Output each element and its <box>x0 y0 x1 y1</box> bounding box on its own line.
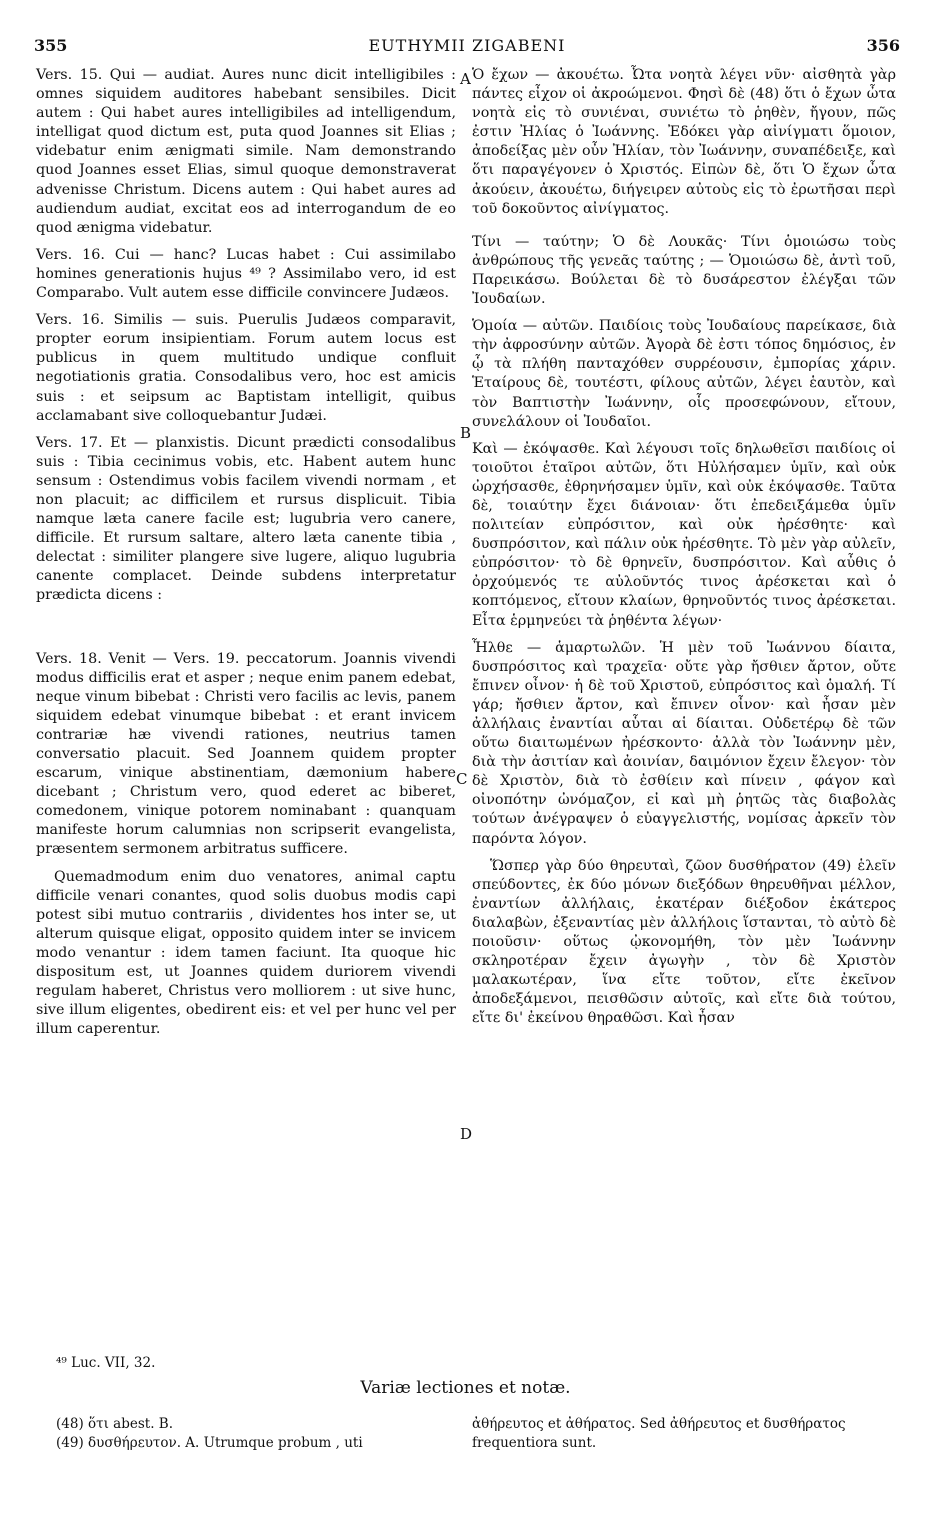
footnote: ⁴⁹ Luc. VII, 32. <box>56 1355 156 1371</box>
note-line: (48) ὅτι abest. B. <box>56 1416 174 1432</box>
greek-paragraph: Ὁ ἔχων — ἀκουέτω. Ὦτα νοητὰ λέγει νῦν· αἰσθητὰ γὰρ πάντες εἶχον οἱ ἀκροώμενοι. Φησὶ δὲ (48) ὅτι ὁ ἔχων ὦτα νοητὰ εἰς τὸ συνιέναι, συνιέτω τὸ ῥηθὲν, ἤγουν, πῶς ἐστιν Ἠλίας ὁ Ἰωάννης. Ἐδόκει γὰρ αἰνίγματι ὅμοιον, ἀποδείξας μὲν οὖν Ἠλίαν, τὸν Ἰωάννην, συναπέδειξε, καὶ ὅτι παραγέγονεν ὁ Χριστός. Εἰπὼν δὲ, ὅτι Ὁ ἔχων ὦτα ἀκούειν, ἀκουέτω, διήγειρεν αὐτοὺς εἰς τὸ ἐρωτῆσαι περὶ τοῦ δοκοῦντος αἰνίγματος. <box>472 67 896 217</box>
note-line: ἀθήρευτος et ἀθήρατος. Sed ἀθήρευτος et δυσθήρατος frequentiora sunt. <box>472 1416 846 1451</box>
latin-paragraph: Vers. 17. Et — planxistis. Dicunt prædicti consodalibus suis : Tibia cecinimus vobis, etc. Habent autem hunc sensum : Ostendimus vobis facilem vivendi normam , et non placuit; ac difficilem et rursus displicuit. Tibia namque læta canere facile est; lugubria vero canere, difficile. Et rursum saltare, altero læta canente tibia , delectat : similiter plangere sive lugere, aliquo lugubria canente complacet. Deinde subdens interpretatur prædicta dicens : <box>36 434 456 604</box>
running-title: EUTHYMII ZIGABENI <box>368 36 566 55</box>
greek-paragraph: Καὶ — ἐκόψασθε. Καὶ λέγουσι τοῖς δηλωθεῖσι παιδίοις οἱ τοιοῦτοι ἑταῖροι αὐτῶν, ὅτι Ηὐλήσαμεν ὑμῖν, καὶ οὐκ ὠρχήσασθε, ἐθρηνήσαμεν ὑμῖν, καὶ οὐκ ἐκόψασθε. Ταῦτα δὲ, τοιαύτην ἔχει διάνοιαν· ὅτι ἐπεδειξάμεθα ὑμῖν πολιτείαν εὐπρόσιτον, καὶ οὐκ ἠρέσθητε· καὶ δυσπρόσιτον, καὶ πάλιν οὐκ ἠρέσθητε. Τὸ μὲν γὰρ αὐλεῖν, εὐπρόσιτον· τὸ δὲ θρηνεῖν, δυσπρόσιτον. Καὶ αὖθις ὁ ὀρχούμενός τε αὐλοῦντός τινος ἀρέσκεται καὶ ὁ κοπτόμενος, εἴτουν κλαίων, θρηνοῦντός τινος ἀρέσκεται. Εἶτα ἑρμηνεύει τὰ ῥηθέντα λέγων· <box>472 440 896 629</box>
latin-paragraph: Quemadmodum enim duo venatores, animal captu difficile venari conantes, quod solis duobus modis capi potest sibi mutuo contrariis , dividentes hos inter se, ut alterum quisque eligat, opposito quidem inter se invicem modo venantur : idem tamen faciunt. Ita quoque hic dispositum est, ut Joannes quidem duriorem vivendi regulam haberet, Christus vero molliorem : ut sive hunc, sive illum eligentes, obedirent eis: et vel per hunc vel per illum caperentur. <box>36 868 456 1038</box>
latin-paragraph: Vers. 16. Similis — suis. Puerulis Judæos comparavit, propter eorum insipientiam. Forum autem locus est publicus in quem multitudo undique confluit negotiationis gratia. Consodalibus vero, hoc est amicis suis : et seipsum ac Baptistam intelligit, quibus acclamabant sive colloquebantur Judæi. <box>36 312 456 424</box>
margin-letter-a: A <box>460 70 471 88</box>
variae-lectiones-heading: Variæ lectiones et notæ. <box>360 1378 571 1398</box>
latin-paragraph: Vers. 16. Cui — hanc? Lucas habet : Cui assimilabo homines generationis hujus ⁴⁹ ? Assimilabo vero, id est Comparabo. Vult autem esse difficile convincere Judæos. <box>36 246 456 302</box>
notes-right <box>472 1415 892 1453</box>
margin-letter-d: D <box>460 1125 473 1143</box>
page-number-left: 355 <box>34 36 68 55</box>
page-number-right: 356 <box>866 36 900 55</box>
greek-column <box>472 66 896 1037</box>
latin-paragraph: Vers. 15. Qui — audiat. Aures nunc dicit intelligibiles : omnes siquidem auditores habebant sensibiles. Dicit autem : Qui habet aures intelligibiles ad intelligendum, intelligat quod dictum est, puta quod Joannes sit Elias ; videbatur enim ænigmati simile. Nam demonstrando quod Joannes esset Elias, simul quoque demonstraverat advenisse Christum. Dicens autem : Qui habet aures ad audiendum audiat, excitat eos ad interrogandum de eo quod ænigma videbatur. <box>36 67 456 236</box>
page-header <box>34 36 900 60</box>
margin-letter-c: C <box>456 770 468 788</box>
notes-left <box>56 1415 456 1453</box>
greek-paragraph: Τίνι — ταύτην; Ὁ δὲ Λουκᾶς· Τίνι ὁμοιώσω τοὺς ἀνθρώπους τῆς γενεᾶς ταύτης ; — Ὁμοιώσω δὲ, ἀντὶ τοῦ, Παρεικάσω. Βούλεται δὲ τὸ δυσάρεστον ἐλέγξαι τῶν Ἰουδαίων. <box>472 233 896 308</box>
latin-paragraph: Vers. 18. Venit — Vers. 19. peccatorum. Joannis vivendi modus difficilis erat et asper ; neque enim panem edebat, neque vinum bibebat : Christi vero facilis ac levis, panem siquidem edebat vinumque bibebat : et erant invicem contrariæ hæ vivendi rationes, neutrius tamen conversatio placuit. Sed Joannem quidem propter escarum, vinique abstinentiam, dæmonium habere dicebant ; Christum vero, quod ederet ac biberet, comedonem, vinique potorem nominabant : quanquam manifeste horum calumnias non scripserit evangelista, præsentem sermonem arbitratus sufficere. <box>36 650 456 858</box>
note-line: (49) δυσθήρευτον. A. Utrumque probum , uti <box>56 1435 363 1451</box>
greek-paragraph: Ὥσπερ γὰρ δύο θηρευταὶ, ζῶον δυσθήρατον (49) ἑλεῖν σπεύδοντες, ἐκ δύο μόνων διεξόδων θηρευθῆναι μέλλον, ἐναντίων ἀλλήλαις, ἑκατέραν διέξοδον ἑκάτερος διαλαβὼν, ἐξεναντίας μὲν ἀλλήλοις ἵστανται, τὸ αὐτὸ δὲ ποιοῦσιν· οὕτως ᾠκονομήθη, τὸν μὲν Ἰωάννην σκληροτέραν ἔχειν ἀγωγὴν , τὸν δὲ Χριστὸν μαλακωτέραν, ἵνα εἴτε τοῦτον, εἴτε ἐκεῖνον ἀποδεξάμενοι, πεισθῶσιν αὐτοῖς, καὶ εἴτε διὰ τούτου, εἴτε δι' ἐκείνου θηραθῶσι. Καὶ ἦσαν <box>472 857 896 1027</box>
greek-paragraph: Ὁμοία — αὐτῶν. Παιδίοις τοὺς Ἰουδαίους παρείκασε, διὰ τὴν ἀφροσύνην αὐτῶν. Ἀγορὰ δὲ ἐστι τόπος δημόσιος, ἐν ᾧ τὰ πλήθη πανταχόθεν συρρέουσιν, ἐμπορίας χάριν. Ἑταίρους δὲ, τουτέστι, φίλους αὐτῶν, λέγει ἑαυτὸν, καὶ τὸν Βαπτιστὴν Ἰωάννην, οἷς προσεφώνουν, εἴτουν, συνελάλουν οἱ Ἰουδαῖοι. <box>472 318 896 430</box>
latin-column <box>36 66 456 1047</box>
margin-letter-b: B <box>460 424 472 442</box>
greek-paragraph: Ἦλθε — ἁμαρτωλῶν. Ἡ μὲν τοῦ Ἰωάννου δίαιτα, δυσπρόσιτος καὶ τραχεῖα· οὔτε γὰρ ἤσθιεν ἄρτον, οὔτε ἔπινεν οἶνον· ἡ δὲ τοῦ Χριστοῦ, εὐπρόσιτος καὶ ὁμαλή. Τί γάρ; ἤσθιεν ἄρτον, καὶ ἔπινεν οἶνον· καὶ ἦσαν μὲν ἀλλήλαις ἐναντίαι αὗται αἱ δίαιται. Οὐδετέρῳ δὲ τῶν οὕτω διαιτωμένων ἠρέσκοντο· ἀλλὰ τὸν Ἰωάννην μὲν, διὰ τὴν ἀσιτίαν καὶ ἀοινίαν, δαιμόνιον ἔχειν ἔλεγον· τὸν δὲ Χριστὸν, διὰ τὸ ἐσθίειν καὶ πίνειν , φάγον καὶ οἰνοπότην ὠνόμαζον, εἰ καὶ μὴ ῥητῶς τὰς διαβολὰς τούτων ἀνέγραψεν ὁ εὐαγγελιστής, νομίσας ἀρκεῖν τὸν παρόντα λόγον. <box>472 639 896 847</box>
